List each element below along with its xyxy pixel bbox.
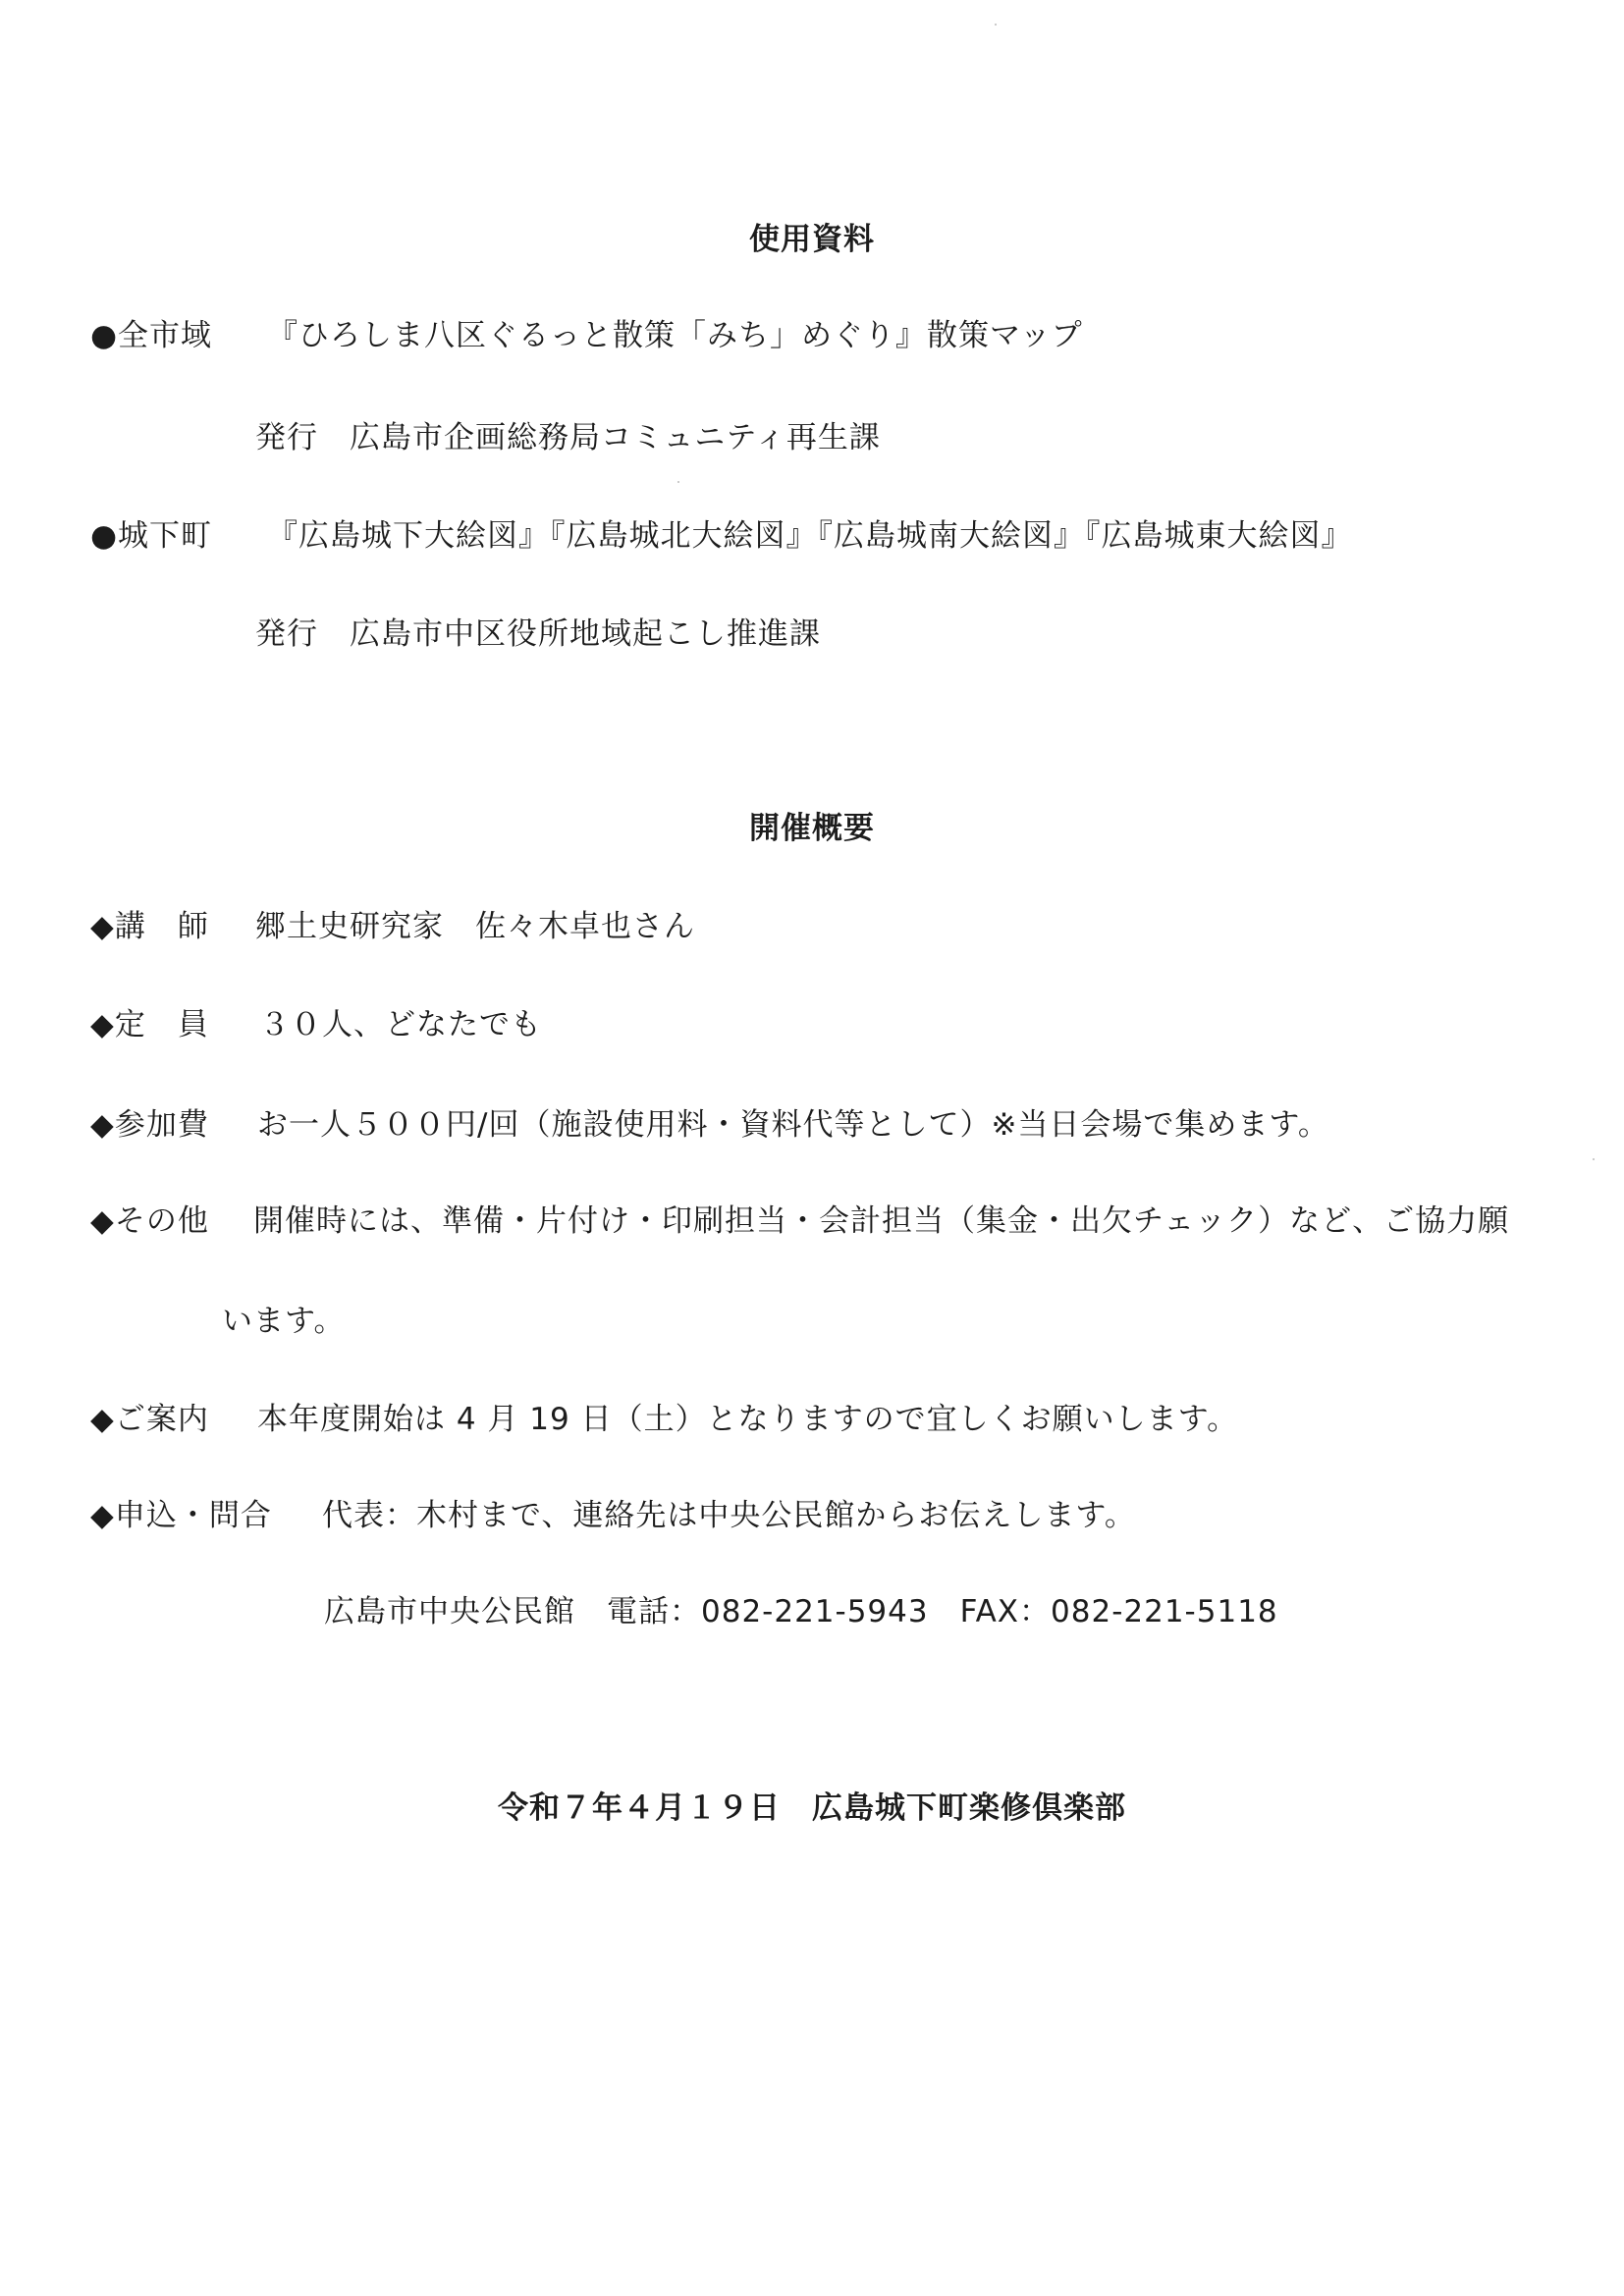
- fee-text: お一人５００円/回（施設使用料・資料代等として）※当日会場で集めます。: [257, 1107, 1329, 1143]
- materials-heading: 使用資料: [749, 222, 875, 257]
- materials-item2-publisher: 発行 広島市中区役所地域起こし推進課: [255, 616, 821, 652]
- capacity-text: ３０人、どなたでも: [259, 1007, 542, 1042]
- other-text: 開催時には、準備・片付け・印刷担当・会計担当（集金・出欠チェック）など、ご協力願: [253, 1203, 1510, 1239]
- other-label: ◆その他: [90, 1203, 209, 1239]
- other-text-continued: います。: [222, 1304, 346, 1339]
- materials-item2-label: ●城下町: [90, 518, 213, 554]
- contact-text: 代表：木村まで、連絡先は中央公民館からお伝えします。: [322, 1498, 1136, 1533]
- overview-heading: 開催概要: [749, 811, 875, 846]
- scan-speck: [995, 24, 997, 26]
- lecturer-label: ◆講 師: [90, 909, 209, 944]
- lecturer-text: 郷土史研究家 佐々木卓也さん: [255, 909, 695, 944]
- footer-signature: 令和７年４月１９日 広島城下町楽修倶楽部: [498, 1790, 1126, 1826]
- notice-text: 本年度開始は 4 月 19 日（土）となりますので宜しくお願いします。: [257, 1402, 1239, 1437]
- materials-item1-publisher: 発行 広島市企画総務局コミュニティ再生課: [255, 420, 881, 455]
- scan-speck: [1593, 1158, 1595, 1160]
- notice-label: ◆ご案内: [90, 1402, 209, 1437]
- contact-label: ◆申込・問合: [90, 1498, 272, 1533]
- materials-item2-text: 『広島城下大絵図』『広島城北大絵図』『広島城南大絵図』『広島城東大絵図』: [267, 518, 1353, 554]
- contact-phone-fax: 広島市中央公民館 電話：082-221-5943 FAX：082-221-5118: [324, 1594, 1278, 1629]
- materials-item1-text: 『ひろしま八区ぐるっと散策「みち」めぐり』散策マップ: [267, 318, 1083, 353]
- fee-label: ◆参加費: [90, 1107, 209, 1143]
- scan-speck: [677, 481, 679, 483]
- materials-item1-label: ●全市域: [90, 318, 213, 353]
- capacity-label: ◆定 員: [90, 1007, 209, 1042]
